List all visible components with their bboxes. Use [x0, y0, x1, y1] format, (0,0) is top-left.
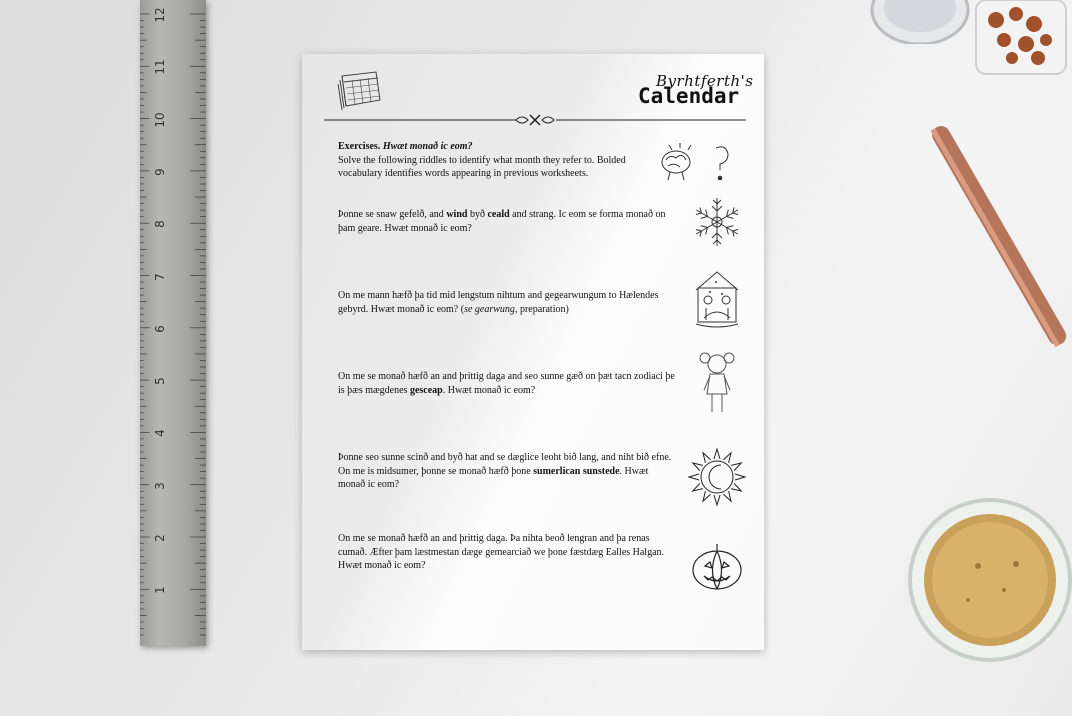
riddle-text-run: and strang. Ic eom se forma monað on þam geare. Hwæt monað ic eom?	[338, 209, 666, 234]
nativity-icon	[692, 270, 742, 328]
coffee-cup-icon	[908, 470, 1072, 670]
riddle-text-run: Þonne seo sunne scinð and byð hat and se dæglice leoht bið lang, and niht bið efne. On me is midsumer, þonne se monað hæfð þone	[338, 452, 672, 477]
worksheet-page	[302, 54, 764, 650]
riddle-5	[338, 532, 678, 573]
glass-jar-icon	[866, 0, 978, 44]
riddle-text-run: sumerlican sunstede	[533, 465, 620, 477]
ornamental-divider	[324, 114, 746, 126]
riddle-3	[338, 370, 678, 397]
ruler-number: 10	[153, 111, 167, 128]
riddle-text-run: gesceap	[409, 384, 443, 396]
ruler-number: 5	[153, 377, 167, 385]
riddle-text-run: Þonne se snaw gefelð, and	[338, 209, 447, 220]
exercise-title: Hwæt monað ic eom?	[382, 141, 473, 152]
exercise-label: Exercises.	[338, 141, 381, 152]
ruler	[140, 0, 206, 646]
pushpin-jar-icon	[972, 0, 1072, 80]
riddle-1	[338, 208, 678, 235]
riddle-text-run: . Hwæt monað ic eom?	[338, 465, 649, 490]
riddle-text-run: , preparation)	[514, 303, 569, 315]
ruler-number: 7	[153, 272, 167, 281]
thinking-brain-icon	[658, 140, 734, 184]
pumpkin-icon	[690, 540, 744, 592]
pen-icon	[930, 120, 1072, 350]
ruler-ticks	[140, 0, 206, 646]
ruler-number: 11	[153, 59, 167, 75]
riddle-text-run: On me se monað hæfð an and þrittig daga and seo sunne gæð on þæt tacn zodiaci þe is þæs mægdenes	[338, 371, 675, 396]
riddle-text-run: ceald	[487, 209, 510, 220]
ruler-number: 8	[153, 220, 167, 229]
riddle-2	[338, 289, 678, 316]
riddle-text-run: byð	[467, 209, 488, 220]
riddle-text-run: se gearwung	[464, 303, 515, 315]
sun-moon-icon	[688, 448, 746, 506]
instructions-text: Solve the following riddles to identify what month they refer to. Bolded vocabulary identifies words appearing in previous worksheets.	[338, 154, 626, 179]
ruler-number: 12	[153, 7, 167, 23]
ruler-number: 9	[153, 168, 167, 176]
riddle-text-run: On me mann hæfð þa tid mid lengstum nihtum and gegearwungum to Hælendes gebyrd. Hwæt monað ic eom? (	[338, 290, 659, 315]
maiden-icon	[694, 350, 740, 416]
riddle-4	[338, 451, 678, 492]
instructions-block	[338, 140, 648, 181]
riddle-text-run: On me se monað hæfð an and þrittig daga. Þa nihta beoð lengran and þa renas cumað. Æfter þam læstmestan dæge gemearciað we þone fæstdæg Ealles Halgan. Hwæt monað ic eom?	[338, 533, 665, 571]
calendar-icon	[336, 68, 384, 110]
ruler-number: 3	[153, 481, 167, 490]
snowflake-icon	[692, 194, 742, 250]
riddle-text-run: wind	[446, 209, 468, 220]
brand-script: Byrhtferth's	[656, 72, 754, 90]
ruler-number: 1	[153, 586, 167, 595]
riddle-text-run: . Hwæt monað ic eom?	[442, 384, 536, 396]
ruler-number: 6	[153, 324, 167, 333]
ruler-number: 2	[153, 534, 167, 542]
brand-title: Calendar	[638, 84, 740, 108]
ruler-number: 4	[153, 429, 167, 438]
